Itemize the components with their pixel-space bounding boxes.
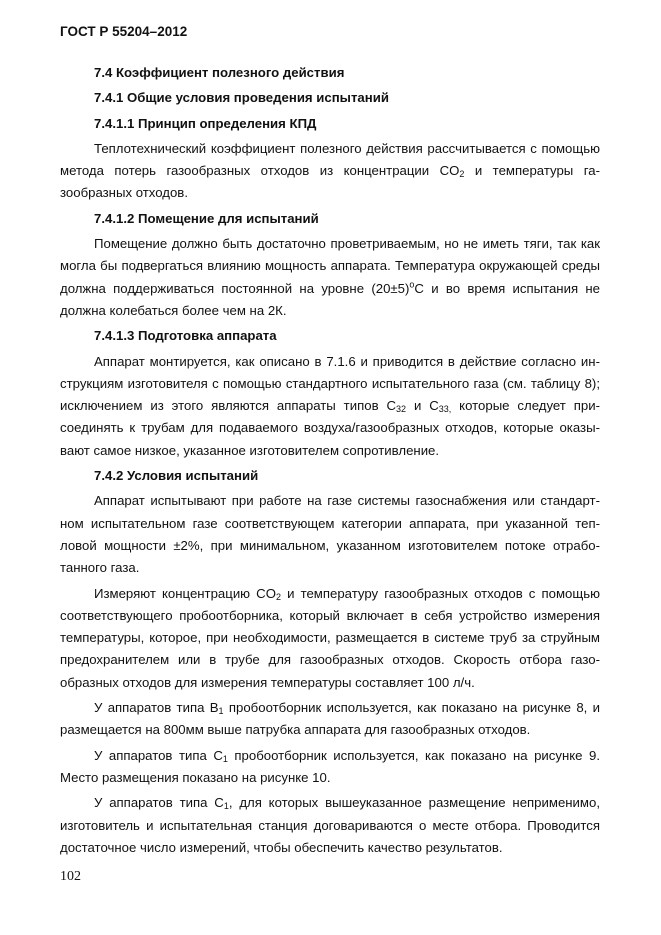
heading-7-4-1-3: 7.4.1.3 Подготовка аппарата xyxy=(94,328,277,344)
paragraph-apparatus-preparation: Аппарат монтируется, как описано в 7.1.6 и приводится в действие согласно инструкциям изготовителя с помощью стандартного испытательного газа (см. таблицу 8); исключением из этого являются аппараты типов $С_{32}$ и $С_{33,}$ которые следует присоединять к трубам для подаваемого воздуха/газообразных отходов, которые оказывают самое низкое, указанное изготовителем сопротивление. xyxy=(60,353,600,458)
heading-7-4: 7.4 Коэффициент полезного действия xyxy=(94,65,345,80)
page-number: 102 xyxy=(60,869,81,884)
paragraph-type-c1-probe: У аппаратов типа $С_1$ пробоотборник используется, как показано на рисунке 9. Место размещения показано на рисунке 10. xyxy=(60,747,600,785)
document-header: ГОСТ Р 55204–2012 xyxy=(60,24,188,39)
paragraph-test-room: Помещение должно быть достаточно проветриваемым, но не иметь тяги, так как могла бы подвергаться влиянию мощность аппарата. Температура окружающей среды должна поддерживаться постоянной на уровне $(20\pm 5)^oС$ и во время испытания не должна колебаться более чем на 2К. xyxy=(60,236,600,318)
paragraph-test-conditions-2: Измеряют концентрацию $CO_2$ и температуру газообразных отходов с помощью соответствующего пробоотборника, который включает в себя устройство измерения температуры, которое, при необходимости, размещается в системе труб за струйным предохранителем или в трубе для газообразных отходов. Скорость отбора газообразных отходов для измерения температуры составляет 100 л/ч. xyxy=(60,585,600,690)
heading-7-4-1-2: 7.4.1.2 Помещение для испытаний xyxy=(94,210,319,226)
page-body xyxy=(60,62,600,862)
paragraph-test-conditions-1: Аппарат испытывают при работе на газе системы газоснабжения или стандартном испытательном газе соответствующем категории аппарата, при указанной тепловой мощности ±2%, при минимальном, указанном изготовителем потоке отработанного газа. xyxy=(60,493,600,576)
heading-7-4-1: 7.4.1 Общие условия проведения испытаний xyxy=(94,90,389,106)
heading-7-4-2: 7.4.2 Условия испытаний xyxy=(94,468,259,484)
paragraph-type-c1-alternative: У аппаратов типа $С_1$, для которых вышеуказанное размещение неприменимо, изготовитель и испытательная станция договариваются о месте отбора. Проводится достаточное число измерений, чтобы обеспечить качество результатов. xyxy=(60,795,600,855)
paragraph-efficiency-principle: Теплотехнический коэффициент полезного действия рассчитывается с помощью метода потерь газообразных отходов из концентрации $CO_2$ и температуры газообразных отходов. xyxy=(60,140,600,201)
paragraph-type-b1-probe: У аппаратов типа $В_1$ пробоотборник используется, как показано на рисунке 8, и размещается на 800мм выше патрубка аппарата для газообразных отходов. xyxy=(60,700,600,738)
heading-7-4-1-1: 7.4.1.1 Принцип определения КПД xyxy=(94,115,317,131)
